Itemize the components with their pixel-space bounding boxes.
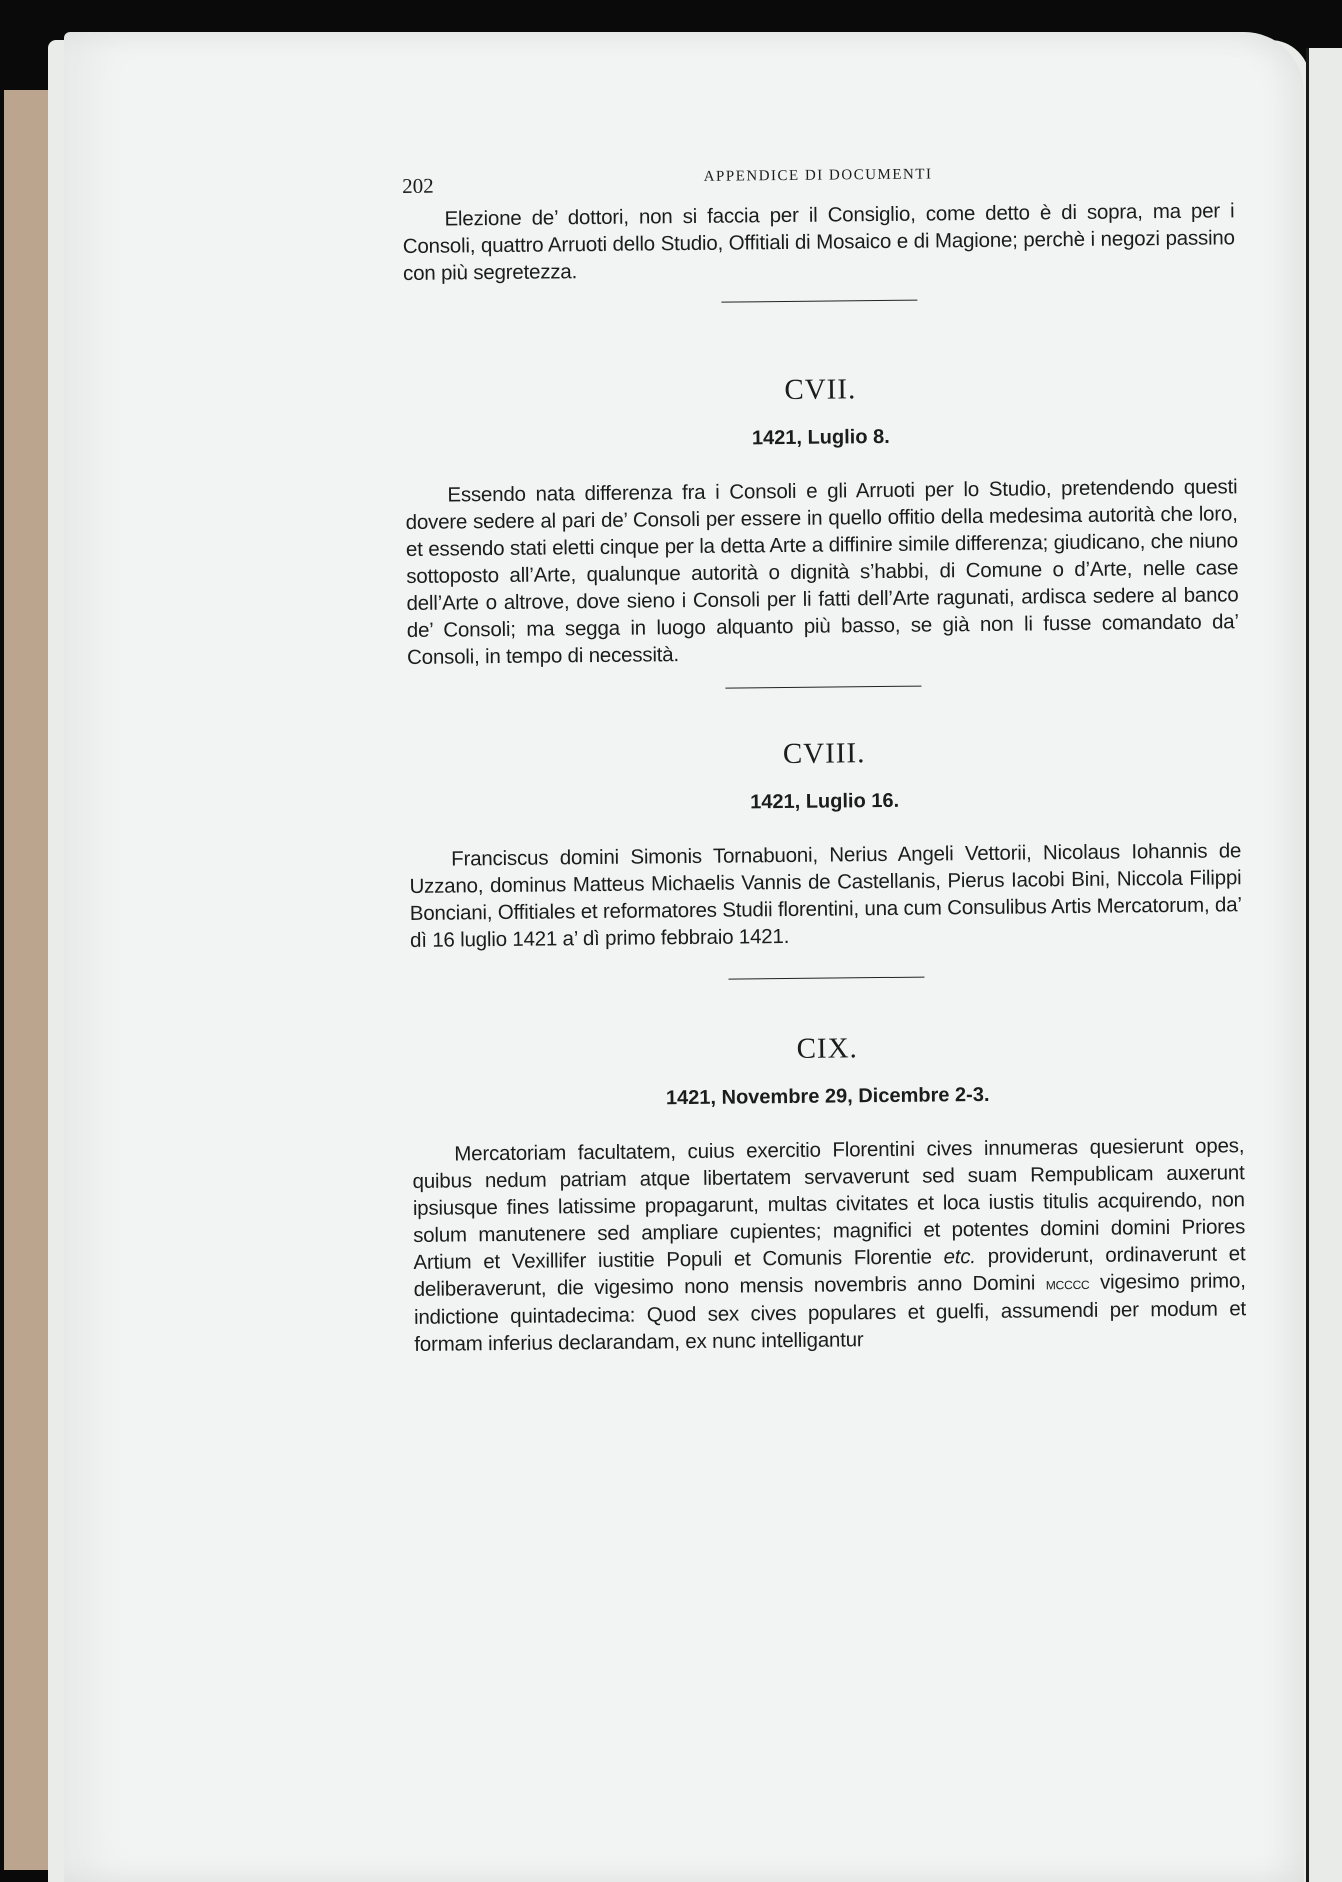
section-text bbox=[412, 1132, 1246, 1358]
text-part: Mercatoriam facultatem, cuius exercitio Florentini cives innumeras quesierunt opes, quibus nedum patriam atque libertatem servaverunt sed suam Rempublicam auxerunt ipsiusque fines latissime propagarunt, multas civitates et loca iustis titulis acquirendo, non solum manutenere sed ampliare cupientes; magnifici et potentes domini domini Priores Artium et Vexillifer iustitie Populi et Comunis Florentie bbox=[412, 1134, 1246, 1274]
section-numeral: CVII. bbox=[784, 373, 857, 407]
page-content bbox=[402, 161, 1246, 1358]
intro-paragraph: Elezione de’ dottori, non si faccia per il Consiglio, come detto è di sopra, ma per i Consoli, quattro Arruoti dello Studio, Offitiali di Mosaico e di Magione; perchè i negozi passino con più segretezza. bbox=[402, 199, 1235, 285]
text-part: providerunt, ordinaverunt et deliberaverunt, die vigesimo nono mensis novembris anno Domini bbox=[413, 1242, 1246, 1301]
section-numeral: CIX. bbox=[796, 1032, 858, 1065]
running-title: APPENDICE DI DOCUMENTI bbox=[703, 166, 933, 185]
section-date: 1421, Luglio 16. bbox=[750, 789, 900, 814]
page-number: 202 bbox=[402, 173, 434, 198]
roman-year: mcccc bbox=[1045, 1273, 1090, 1294]
facing-page-edge bbox=[1306, 48, 1342, 1882]
text-part: vigesimo primo, indictione quintadecima: Quod sex cives populares et guelfi, assumendi per modum et formam inferius declarandam, ex nunc intelligantur bbox=[413, 1269, 1247, 1356]
section-text: Essendo nata differenza fra i Consoli e gli Arruoti per lo Studio, pretendendo questi dovere sedere al pari de’ Consoli per essere in quello offitio della medesima autorità che loro, et essendo stati eletti cinque per la detta Arte a diffinire simile differenza; giudicano, che niuno sottoposto all’Arte, qualunque autorità o dignità s’habbi, di Comune o d’Arte, nelle case dell’Arte o altrove, dove sieno i Consoli per li fatti dell’Arte ragunati, ardisca sedere al banco de’ Consoli; ma segga in luogo alquanto più basso, se già non li fusse comandato da’ Consoli, in tempo di necessità. bbox=[405, 475, 1239, 669]
section-divider bbox=[725, 686, 921, 689]
section-date: 1421, Luglio 8. bbox=[751, 425, 890, 450]
section-date: 1421, Novembre 29, Dicembre 2-3. bbox=[665, 1083, 990, 1110]
section-divider bbox=[728, 977, 924, 980]
section-text: Franciscus domini Simonis Tornabuoni, Nerius Angeli Vettorii, Nicolaus Iohannis de Uzzano, dominus Matteus Michaelis Vannis de Castellanis, Pierus Iacobi Bini, Niccola Filippi Bonciani, Offitiales et reformatores Studii florentini, una cum Consulibus Artis Mercatorum, da’ dì 16 luglio 1421 a’ dì primo febbraio 1421. bbox=[409, 839, 1242, 952]
section-numeral: CVIII. bbox=[782, 737, 866, 771]
etc-abbreviation: etc. bbox=[943, 1245, 976, 1269]
section-divider bbox=[721, 300, 917, 303]
